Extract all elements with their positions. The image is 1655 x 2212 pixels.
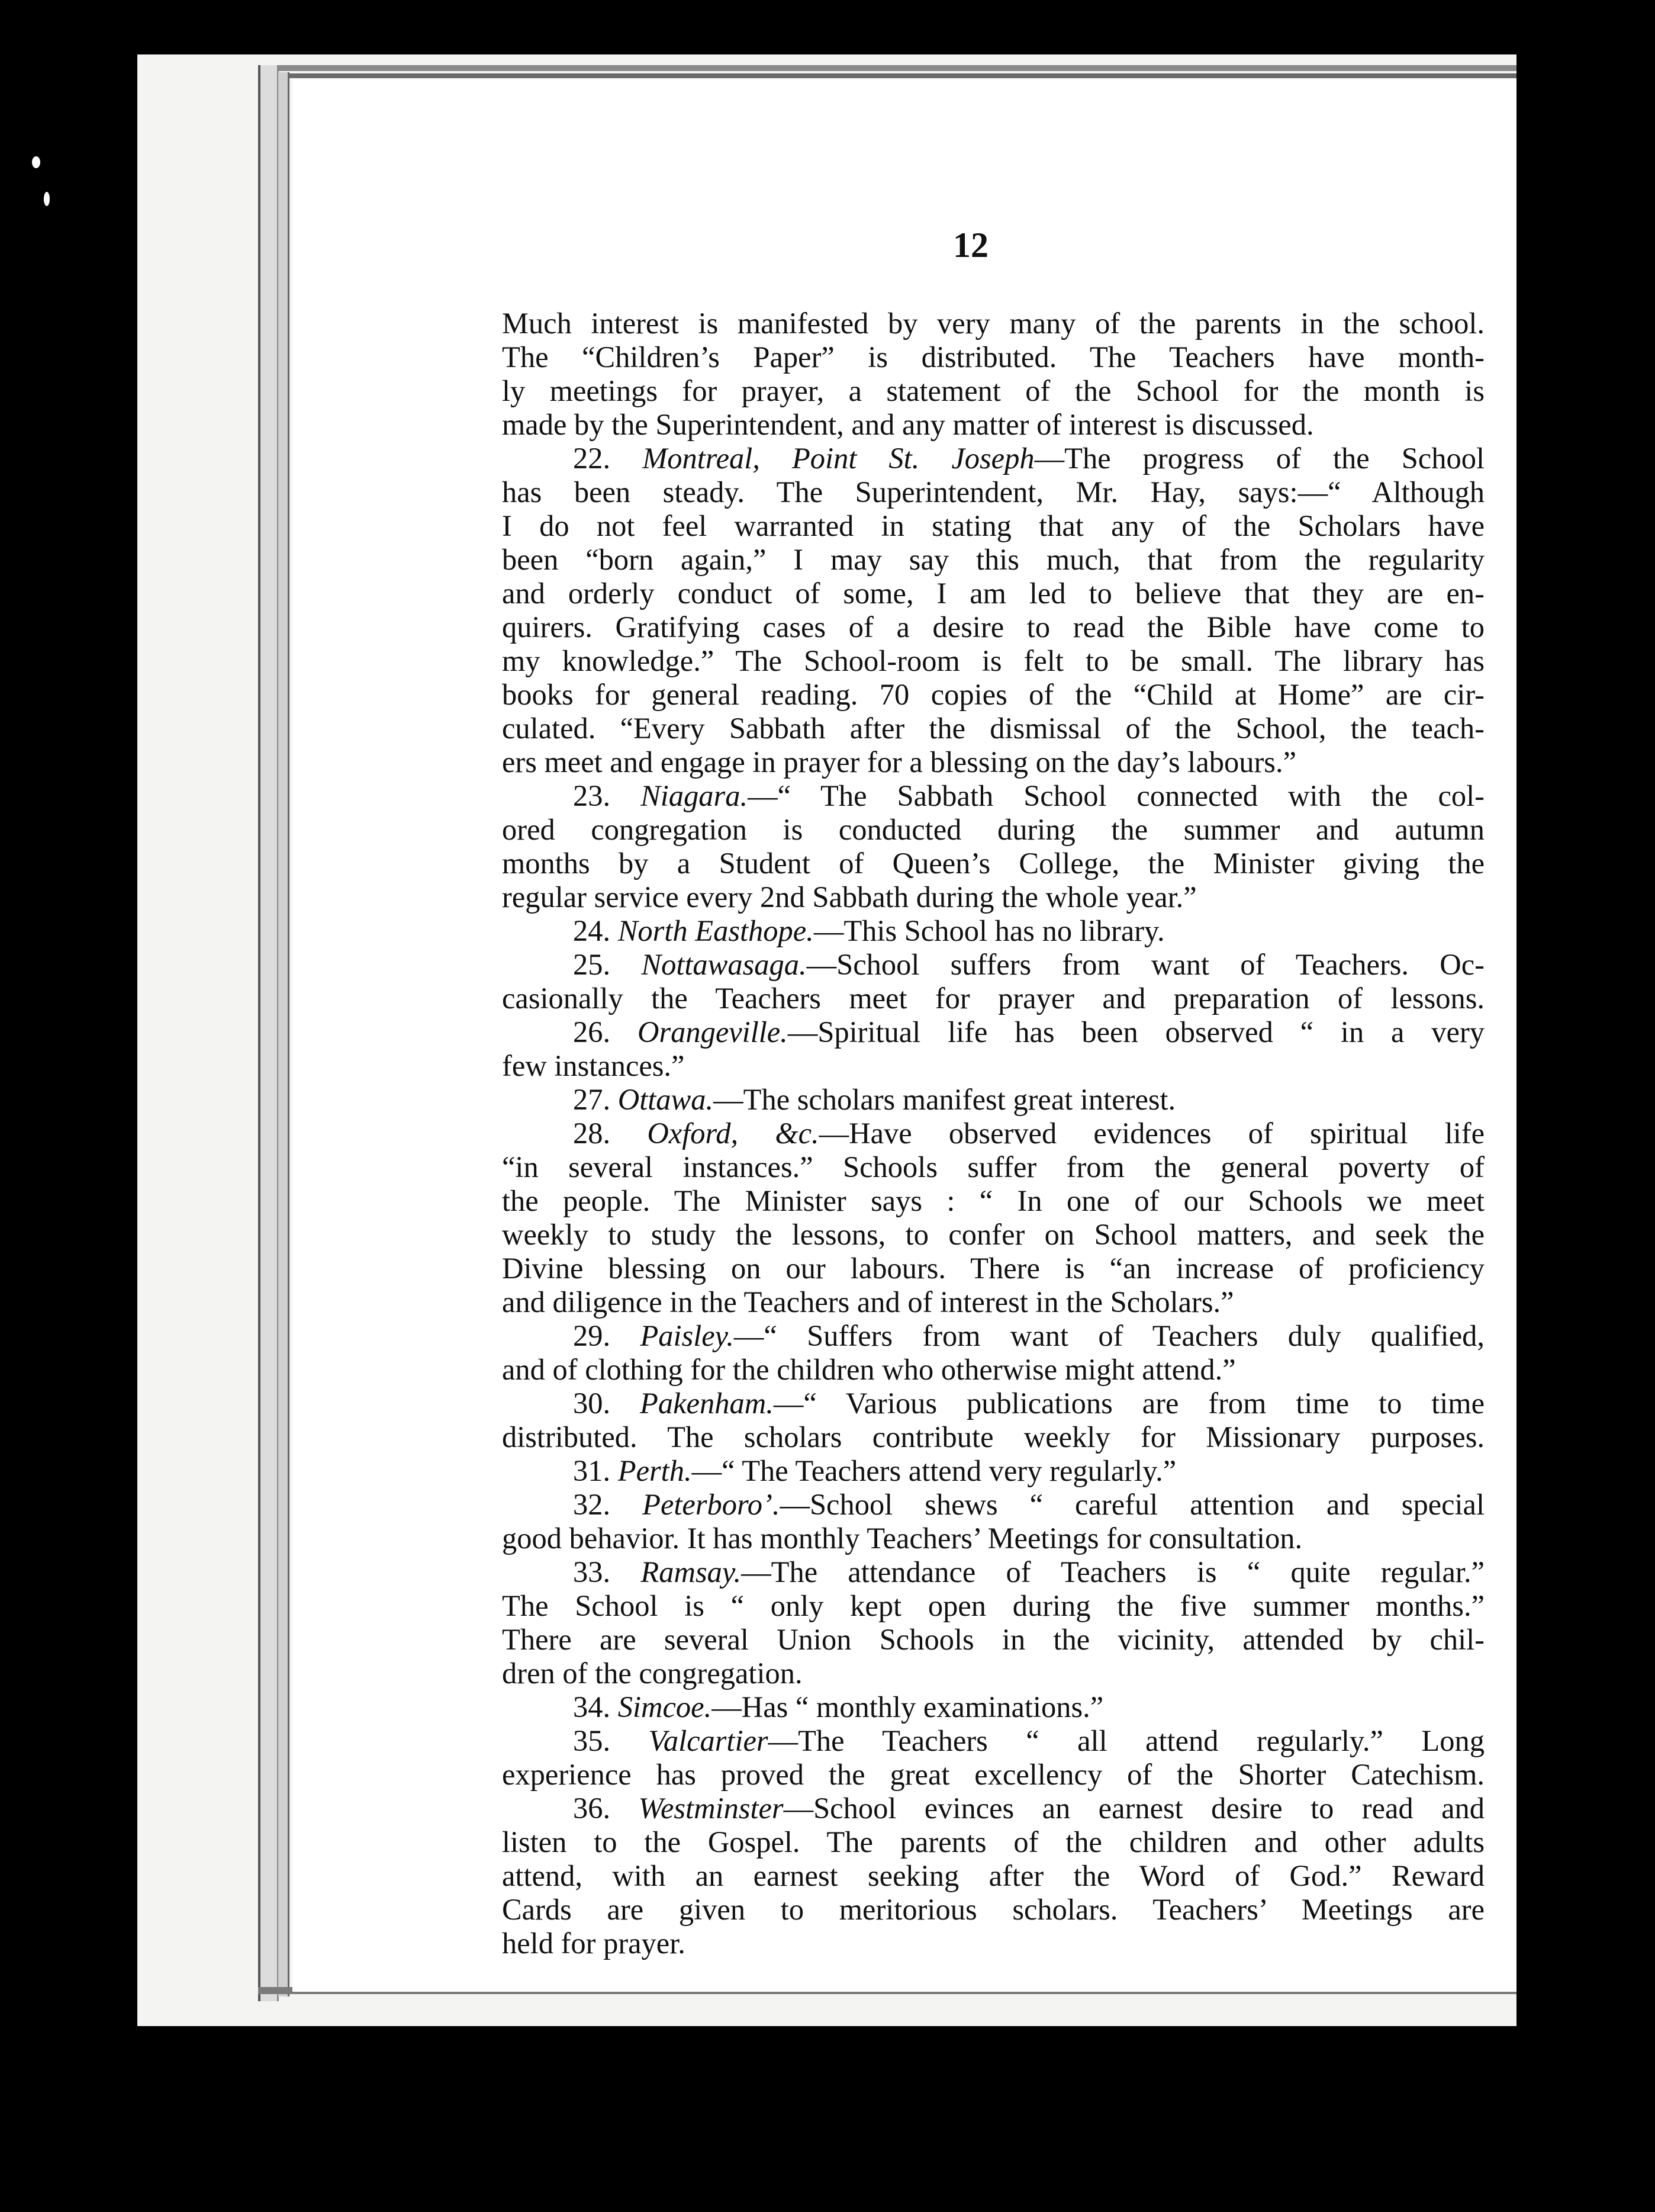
entry-number: 28.: [573, 1117, 648, 1150]
entry-number: 25.: [573, 948, 642, 981]
entry-first-line: [502, 948, 1485, 982]
page-stack-top-edge: [258, 65, 1516, 71]
text-line: [502, 1859, 1485, 1893]
entry-first-line: [502, 1387, 1485, 1420]
entry-first-line: [502, 779, 1485, 813]
page-stack-left-edge-inner: [278, 72, 289, 1996]
line-text: The “Children’s Paper” is distributed. The Teachers have month-: [502, 340, 1485, 374]
line-text: and diligence in the Teachers and of interest in the Scholars.”: [502, 1285, 1234, 1319]
entry-place-name: Oxford, &c.: [647, 1117, 819, 1150]
text-line: [502, 543, 1485, 577]
line-text: The School is “ only kept open during the five summer months.”: [502, 1589, 1485, 1622]
text-line: [502, 1285, 1485, 1319]
line-text: been “born again,” I may say this much, that from the regularity: [502, 543, 1485, 576]
line-text: culated. “Every Sabbath after the dismissal of the School, the teach-: [502, 712, 1485, 745]
line-text: experience has proved the great excellency of the Shorter Catechism.: [502, 1758, 1485, 1791]
entry-first-line: [502, 1319, 1485, 1353]
entry-number: 30.: [573, 1387, 640, 1420]
entry-text: —Spiritual life has been observed “ in a very: [787, 1015, 1485, 1049]
line-text: the people. The Minister says : “ In one of our Schools we meet: [502, 1184, 1485, 1217]
entry-text: —This School has no library.: [813, 914, 1165, 947]
line-text: distributed. The scholars contribute weekly for Missionary purposes.: [502, 1420, 1485, 1454]
text-line: [502, 1893, 1485, 1927]
line-text: Cards are given to meritorious scholars. Teachers’ Meetings are: [502, 1893, 1485, 1926]
text-line: [502, 408, 1485, 442]
entry-number: 35.: [573, 1724, 649, 1757]
entry-number: 33.: [573, 1555, 641, 1589]
entry-place-name: Montreal, Point St. Joseph: [642, 442, 1035, 475]
text-line: [502, 577, 1485, 610]
entry-text: —The Teachers “ all attend regularly.” Long: [768, 1724, 1485, 1757]
page-stack-left-edge: [258, 65, 279, 2001]
line-text: Much interest is manifested by very many of the parents in the school.: [502, 307, 1485, 340]
entry-first-line: [502, 1454, 1485, 1488]
text-line: [502, 847, 1485, 880]
line-text: listen to the Gospel. The parents of the children and other adults: [502, 1825, 1485, 1859]
page-number: 12: [953, 226, 989, 265]
line-text: made by the Superintendent, and any matter of interest is discussed.: [502, 408, 1314, 441]
line-text: I do not feel warranted in stating that any of the Scholars have: [502, 509, 1485, 542]
body-text: [502, 307, 1485, 1960]
line-text: regular service every 2nd Sabbath during the whole year.”: [502, 880, 1197, 914]
entry-place-name: Ottawa.: [617, 1083, 714, 1116]
text-line: [502, 307, 1485, 340]
entry-first-line: [502, 1083, 1485, 1117]
entry-text: —“ The Sabbath School connected with the col-: [748, 779, 1485, 812]
entry-text: —“ The Teachers attend very regularly.”: [691, 1454, 1177, 1487]
line-text: dren of the congregation.: [502, 1657, 803, 1690]
entry-place-name: Ramsay.: [640, 1555, 742, 1589]
text-line: [502, 1825, 1485, 1859]
text-line: [502, 340, 1485, 374]
entry-place-name: Westminster: [638, 1792, 784, 1825]
entry-place-name: Nottawasaga.: [641, 948, 807, 981]
entry-first-line: [502, 1015, 1485, 1049]
entry-number: 31.: [573, 1454, 618, 1487]
line-text: books for general reading. 70 copies of the “Child at Home” are cir-: [502, 678, 1485, 711]
entry-number: 34.: [573, 1690, 618, 1724]
entry-place-name: Perth.: [617, 1454, 692, 1487]
entry-number: 32.: [573, 1488, 643, 1521]
entry-text: —The progress of the School: [1034, 442, 1485, 475]
entry-place-name: Orangeville.: [637, 1015, 788, 1049]
entry-first-line: [502, 442, 1485, 475]
line-text: held for prayer.: [502, 1927, 685, 1960]
entry-place-name: Valcartier: [648, 1724, 768, 1757]
line-text: weekly to study the lessons, to confer on School matters, and seek the: [502, 1218, 1485, 1251]
entry-text: —The attendance of Teachers is “ quite regular.”: [741, 1555, 1485, 1589]
text-line: [502, 1049, 1485, 1083]
text-line: [502, 712, 1485, 745]
entry-text: —“ Various publications are from time to time: [773, 1387, 1485, 1420]
text-line: [502, 1420, 1485, 1454]
entry-number: 23.: [573, 779, 641, 812]
scan-speck: [32, 156, 40, 168]
entry-first-line: [502, 1555, 1485, 1589]
entry-text: —Has “ monthly examinations.”: [711, 1690, 1104, 1724]
text-line: [502, 1657, 1485, 1690]
line-text: attend, with an earnest seeking after the Word of God.” Reward: [502, 1859, 1485, 1892]
entry-number: 22.: [573, 442, 643, 475]
entry-number: 29.: [573, 1319, 640, 1352]
entry-number: 26.: [573, 1015, 637, 1049]
entry-place-name: Simcoe.: [617, 1690, 712, 1724]
line-text: good behavior. It has monthly Teachers’ Meetings for consultation.: [502, 1522, 1303, 1555]
text-line: [502, 1927, 1485, 1960]
line-text: There are several Union Schools in the vicinity, attended by chil-: [502, 1623, 1485, 1656]
entry-place-name: North Easthope.: [617, 914, 814, 947]
text-line: [502, 1623, 1485, 1657]
line-text: “in several instances.” Schools suffer from the general poverty of: [502, 1150, 1485, 1184]
text-line: [502, 678, 1485, 712]
text-line: [502, 745, 1485, 779]
text-line: [502, 1252, 1485, 1285]
entry-text: —The scholars manifest great interest.: [713, 1083, 1176, 1116]
entry-first-line: [502, 1488, 1485, 1522]
entry-text: —“ Suffers from want of Teachers duly qualified,: [733, 1319, 1485, 1352]
entry-place-name: Peterboro’.: [642, 1488, 780, 1521]
entry-text: —School suffers from want of Teachers. Oc-: [806, 948, 1485, 981]
entry-first-line: [502, 1724, 1485, 1758]
line-text: Divine blessing on our labours. There is “an increase of proficiency: [502, 1252, 1485, 1285]
entry-place-name: Pakenham.: [640, 1387, 774, 1420]
entry-first-line: [502, 1792, 1485, 1825]
line-text: ored congregation is conducted during the summer and autumn: [502, 813, 1485, 846]
line-text: few instances.”: [502, 1049, 685, 1082]
entry-number: 24.: [573, 914, 618, 947]
text-line: [502, 1150, 1485, 1184]
line-text: and of clothing for the children who otherwise might attend.”: [502, 1353, 1236, 1386]
text-line: [502, 1184, 1485, 1218]
text-line: [502, 1218, 1485, 1252]
line-text: casionally the Teachers meet for prayer and preparation of lessons.: [502, 982, 1485, 1015]
entry-number: 27.: [573, 1083, 618, 1116]
line-text: ly meetings for prayer, a statement of the School for the month is: [502, 374, 1485, 407]
text-line: [502, 644, 1485, 678]
text-line: [502, 610, 1485, 644]
line-text: my knowledge.” The School-room is felt to be small. The library has: [502, 644, 1485, 677]
text-line: [502, 880, 1485, 914]
text-line: [502, 982, 1485, 1015]
entry-place-name: Paisley.: [640, 1319, 734, 1352]
line-text: quirers. Gratifying cases of a desire to read the Bible have come to: [502, 610, 1485, 644]
text-line: [502, 1353, 1485, 1387]
line-text: has been steady. The Superintendent, Mr. Hay, says:—“ Although: [502, 475, 1485, 509]
line-text: and orderly conduct of some, I am led to believe that they are en-: [502, 577, 1485, 610]
line-text: months by a Student of Queen’s College, the Minister giving the: [502, 847, 1485, 880]
text-line: [502, 509, 1485, 543]
text-line: [502, 1522, 1485, 1555]
entry-first-line: [502, 914, 1485, 948]
entry-text: —Have observed evidences of spiritual life: [819, 1117, 1485, 1150]
text-line: [502, 374, 1485, 408]
entry-text: —School evinces an earnest desire to read and: [783, 1792, 1485, 1825]
text-line: [502, 475, 1485, 509]
entry-first-line: [502, 1117, 1485, 1150]
text-line: [502, 813, 1485, 847]
text-line: [502, 1589, 1485, 1623]
scan-speck: [44, 192, 50, 206]
entry-number: 36.: [573, 1792, 639, 1825]
page-stack-top-edge-inner: [278, 73, 1516, 78]
text-line: [502, 1758, 1485, 1792]
line-text: ers meet and engage in prayer for a blessing on the day’s labours.”: [502, 745, 1296, 779]
entry-place-name: Niagara.: [640, 779, 748, 812]
entry-first-line: [502, 1690, 1485, 1724]
entry-text: —School shews “ careful attention and special: [780, 1488, 1485, 1521]
